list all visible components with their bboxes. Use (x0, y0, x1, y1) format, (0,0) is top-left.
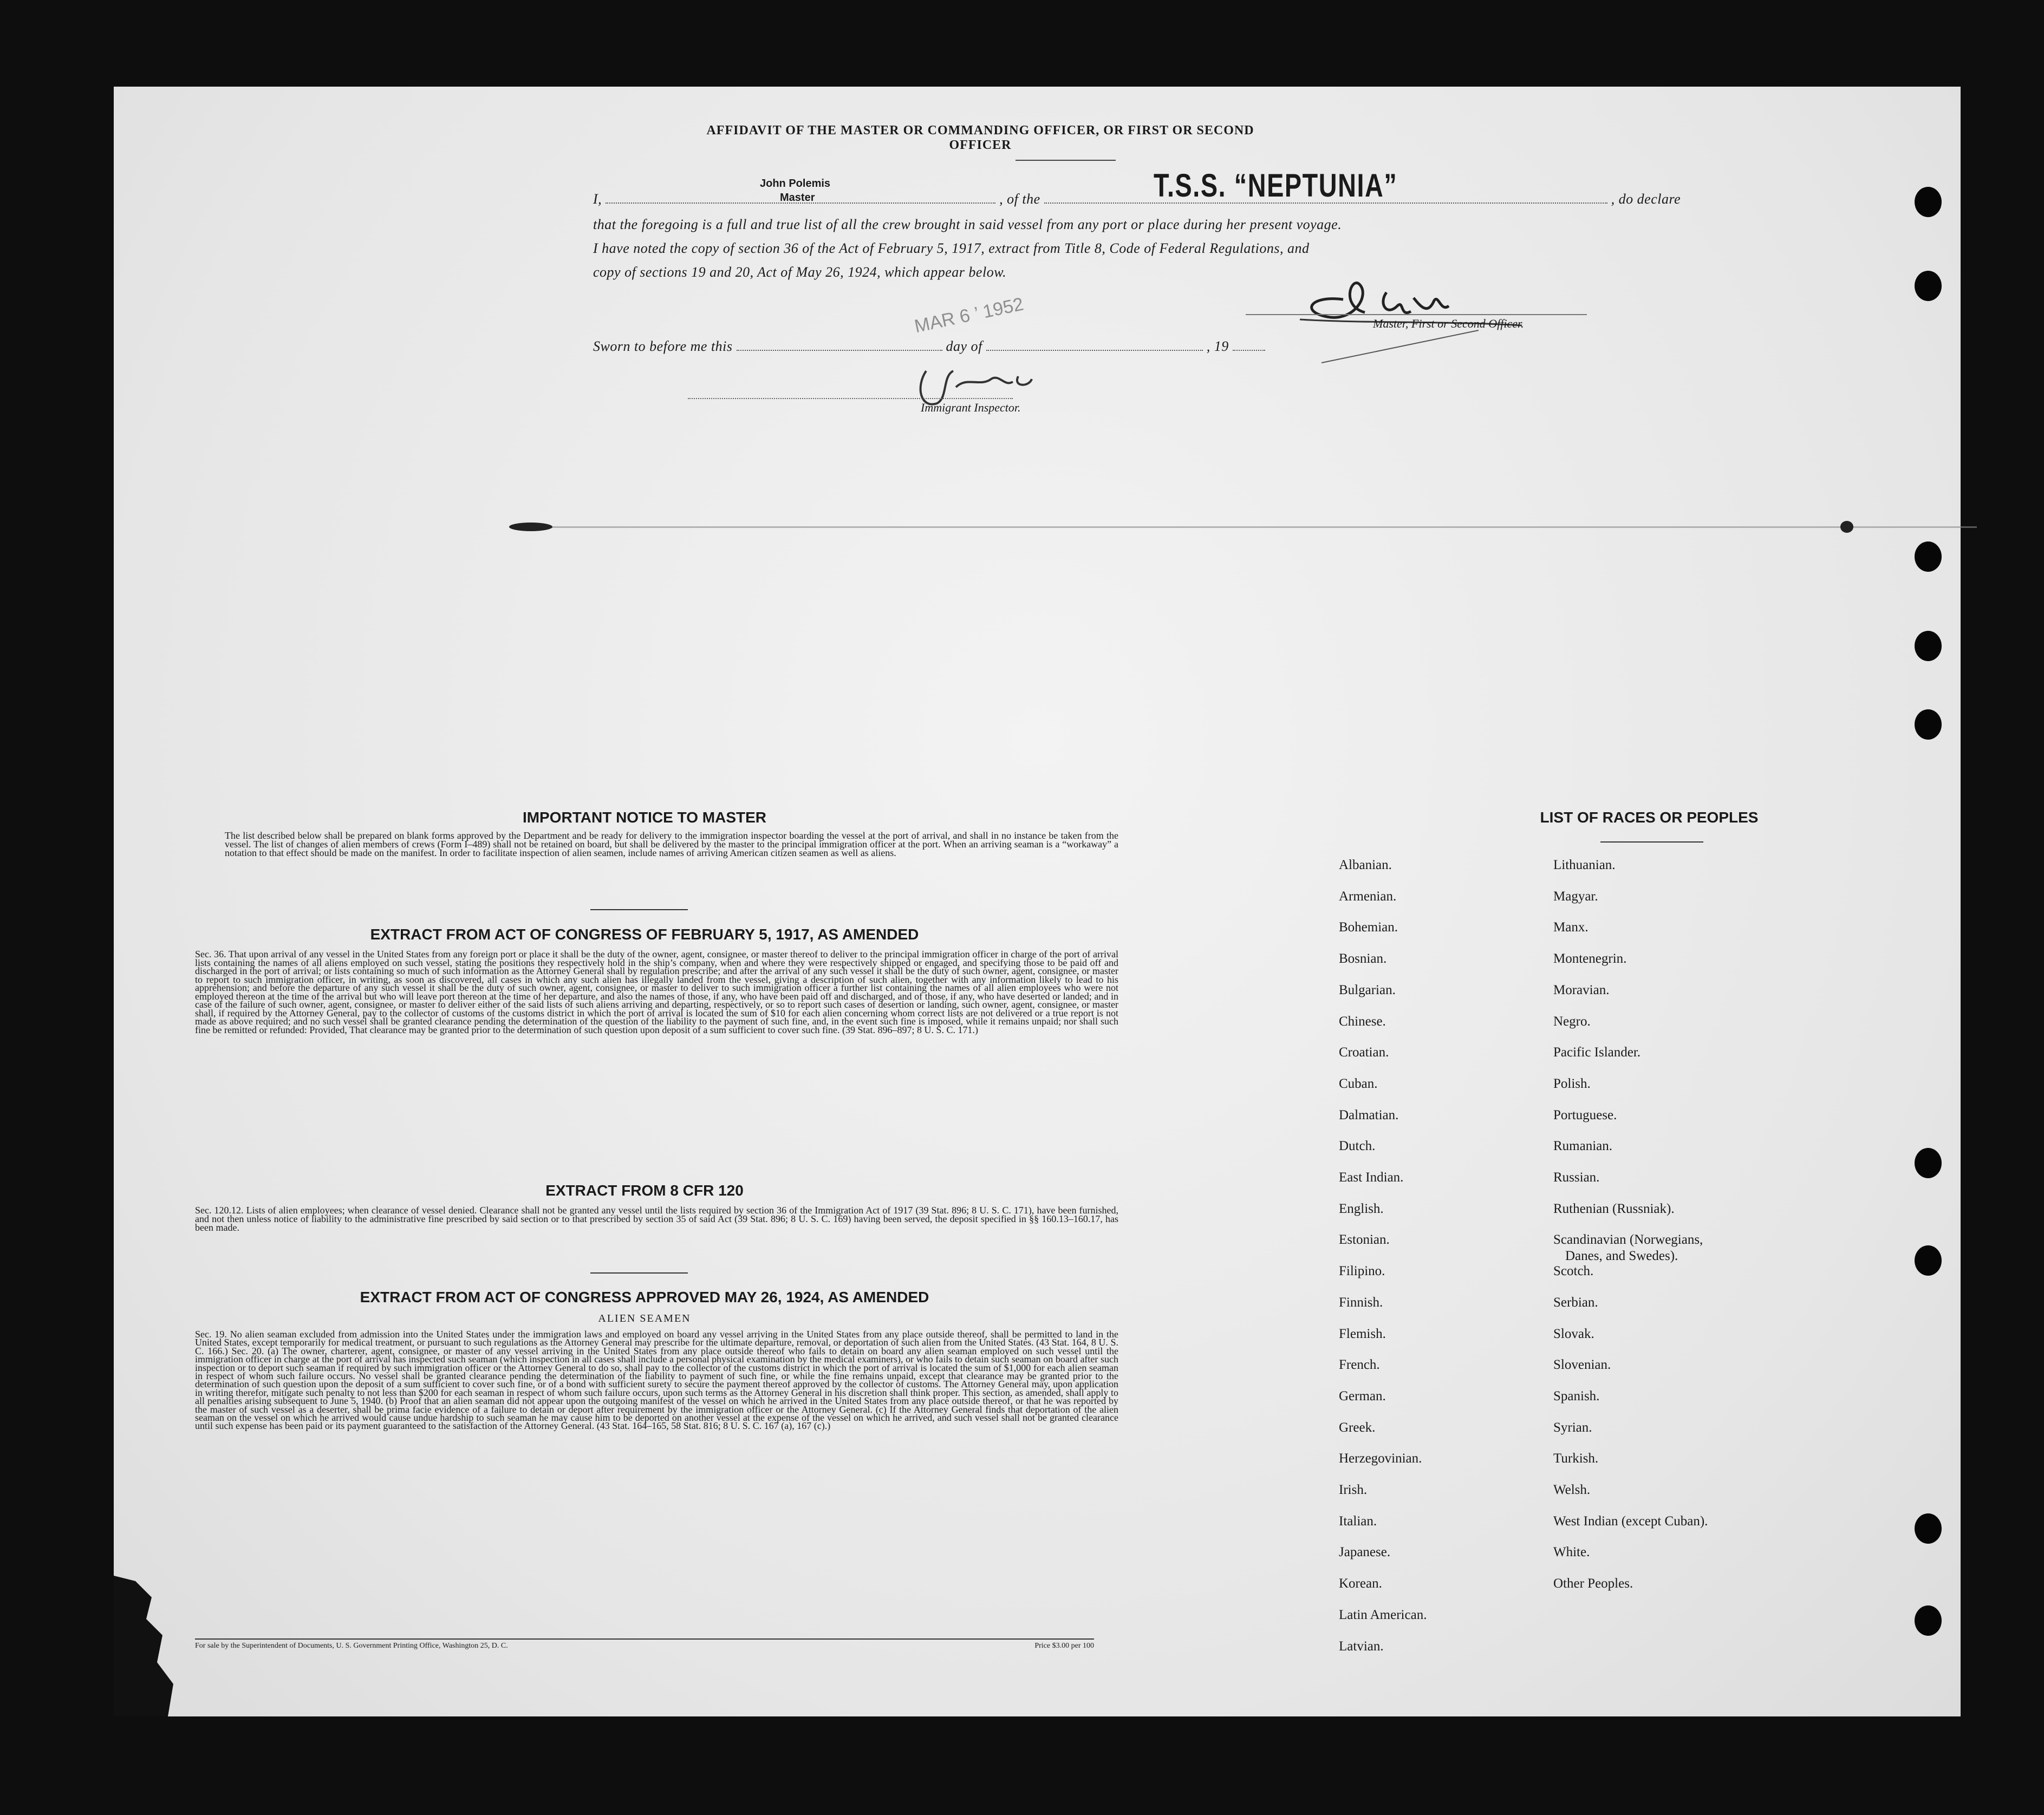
extract-cfr-title: EXTRACT FROM 8 CFR 120 (545, 1182, 744, 1199)
extract-1917-text: Sec. 36. That upon arrival of any vessel in the United States from any foreign port or place it shall be the duty of the owner, agent, consignee, or master thereof to deliver to the principal immigration officer in charge of the port of arrival lists containing the names of all aliens employed on such vessel, stating the positions they respectively hold in the ship’s company, when and where they were respectively shipped or engaged, and specifying those to be paid off and discharged in the port of arrival; or lists containing so much of such information as the Attorney General shall by regulation prescribe; and after the arrival of any such vessel it shall be the duty of such owner, agent, consignee, or master to report to such immigration officer, in writing, as soon as discovered, all cases in which any such alien has illegally landed from the vessel, giving a description of such alien, together with any information likely to lead to his apprehension; and before the departure of any such vessel it shall be the duty of such owner, agent, consignee, or master to deliver to such immigration officer a further list containing the names of all alien employees who were not employed thereon at the time of the arrival but who will leave port thereon at the time of her departure, and also the names of those, if any, who have been paid off and discharged, and of those, if any, who have deserted or landed; and in case of the failure of such owner, agent, consignee, or master to deliver either of the said lists of such aliens arriving and departing, respectively, or so to report such cases of desertion or landing, such owner, agent, consignee, or master shall, if required by the Attorney General, pay to the collector of customs of the customs district in which the port of arrival is located the sum of $10 for each alien concerning whom correct lists are not delivered or a true report is not made as above required; and no such vessel shall be granted clearance pending the determination of the question of the liability to the payment of such fine, and, in the event such fine is imposed, while it remains unpaid; nor shall such fine be remitted or refunded: Provided, That clearance may be granted prior to the determination of such question upon deposit of a sum sufficient to cover such fine. (39 Stat. 896–897; 8 U. S. C. 171.) (195, 949, 1118, 1035)
race-item: Cuban. (1339, 1076, 1378, 1091)
binder-hole (1915, 541, 1942, 572)
race-item: Croatian. (1339, 1045, 1389, 1060)
manifest-page (114, 87, 1961, 1716)
affidavit-line-1: I, , of the , do declare (593, 191, 1681, 207)
footer-right: Price $3.00 per 100 (1034, 1642, 1094, 1650)
binder-hole (1915, 187, 1942, 217)
race-item: Syrian. (1553, 1420, 1592, 1435)
master-title: Master (780, 192, 815, 204)
binder-hole (1915, 271, 1942, 301)
race-item: Latvian. (1339, 1638, 1384, 1654)
binder-hole (1915, 1605, 1942, 1636)
extract-1917-title: EXTRACT FROM ACT OF CONGRESS OF FEBRUARY 5, 1917, AS AMENDED (370, 926, 919, 943)
race-item: Other Peoples. (1553, 1576, 1633, 1591)
affidavit-line-3: I have noted the copy of section 36 of the Act of February 5, 1917, extract from Title 8, Code of Federal Regulations, and (593, 240, 1310, 256)
race-item: Spanish. (1553, 1388, 1600, 1403)
binder-hole (1915, 1148, 1942, 1178)
race-item: Montenegrin. (1553, 951, 1627, 967)
race-item: Slovak. (1553, 1326, 1594, 1341)
race-item: Bulgarian. (1339, 982, 1396, 997)
race-item: Ruthenian (Russniak). (1553, 1201, 1675, 1216)
master-name: John Polemis (760, 178, 831, 190)
affidavit-line-2: that the foregoing is a full and true list of all the crew brought in said vessel from any port or place during her present voyage. (593, 217, 1342, 232)
race-item: Bosnian. (1339, 951, 1387, 967)
race-item: Dutch. (1339, 1139, 1376, 1154)
binder-hole (1915, 709, 1942, 740)
race-item: East Indian. (1339, 1170, 1404, 1185)
binder-hole (1915, 631, 1942, 661)
race-item: Serbian. (1553, 1295, 1598, 1310)
race-item: Greek. (1339, 1420, 1376, 1435)
race-item: Dalmatian. (1339, 1107, 1399, 1122)
race-item: Russian. (1553, 1170, 1600, 1185)
race-item: Portuguese. (1553, 1107, 1617, 1122)
notice-text: The list described below shall be prepared on blank forms approved by the Department and be ready for delivery to the immigration inspector boarding the vessel at the port of arrival, and shall in no instance be taken from the vessel. The list of changes of alien members of crews (Form I–489) shall not be retained on board, but shall be delivered by the master to the principal immigration officer at the port. When an arriving seaman is a “workaway” a notation to that effect should be made on the manifest. In order to facilitate inspection of alien seamen, include names of arriving American citizen seamen as well as aliens. (225, 830, 1118, 858)
sworn-line: Sworn to before me this day of , 19 (593, 338, 1265, 355)
footer-left: For sale by the Superintendent of Documents, U. S. Government Printing Office, Washington 25, D. C. (195, 1642, 508, 1650)
affidavit-line-4: copy of sections 19 and 20, Act of May 26, 1924, which appear below. (593, 264, 1007, 280)
race-item: Turkish. (1553, 1451, 1599, 1466)
binder-hole (1915, 1245, 1942, 1276)
race-item: Pacific Islander. (1553, 1045, 1641, 1060)
race-item: Herzegovinian. (1339, 1451, 1422, 1466)
vessel-name: T.S.S. “NEPTUNIA” (1154, 167, 1398, 204)
date-stamp: MAR 6 ’ 1952 (913, 293, 1026, 337)
race-item: Danes, and Swedes). (1565, 1249, 1678, 1264)
extract-1924-text: Sec. 19. No alien seaman excluded from admission into the United States under the immigration laws and employed on board any vessel arriving in the United States from any place outside thereof, shall be permitted to land in the United States, except temporarily for medical treatment, or pursuant to such regulations as the Attorney General may prescribe for the ultimate departure, removal, or deportation of such alien from the United States. (43 Stat. 164, 8 U. S. C. 166.) Sec. 20. (a) The owner, charterer, agent, consignee, or master of any vessel arriving in the United States from any place outside thereof who fails to detain on board any alien seaman employed on such vessel until the immigration officer in charge at the port of arrival has inspected such seaman (which inspection in all cases shall include a personal physical examination by the medical examiners), or who fails to detain such seaman on board after such inspection or to deport such seaman if required by such immigration officer or the Attorney General to do so, shall pay to the collector of the customs district in which the port of arrival is located the sum of $1,000 for each alien seaman in respect of whom such failure occurs. No vessel shall be granted clearance pending the determination of the liability to payment of such fine, or while the fine remains unpaid, except that clearance may be granted prior to the determination of such question upon the deposit of a sum sufficient to cover such fine, or of a bond with sufficient surety to secure the payment thereof approved by the collector of customs. The Attorney General may, upon application in writing therefor, mitigate such penalty to not less than $200 for each seaman in respect of whom such failure occurs, upon such terms as the Attorney General in his discretion shall think proper. This section, as amended, shall apply to all penalties arising subsequent to June 5, 1940. (b) Proof that an alien seaman did not appear upon the outgoing manifest of the vessel on which he arrived in the United States from any place outside thereof, or that he was reported by the master of such vessel as a deserter, shall be prima facie evidence of a failure to detain or deport after requirement by the immigration officer or the Attorney General. (c) If the Attorney General finds that deportation of the alien seaman on the vessel on which he arrived would cause undue hardship to such seaman he may cause him to be deported on another vessel at the expense of the vessel on which he arrived, and such vessel shall not be granted clearance until such expense has been paid or its payment guaranteed to the satisfaction of the Attorney General. (43 Stat. 164–165, 58 Stat. 816; 8 U. S. C. 167 (a), 167 (c).) (195, 1329, 1118, 1432)
race-item: Magyar. (1553, 889, 1598, 904)
race-item: Japanese. (1339, 1545, 1391, 1560)
race-item: Albanian. (1339, 858, 1392, 872)
race-item: Irish. (1339, 1483, 1368, 1497)
race-item: Manx. (1553, 920, 1589, 935)
torn-corner (114, 1576, 222, 1716)
extract-1924-subtitle: ALIEN SEAMEN (598, 1313, 691, 1324)
race-item: German. (1339, 1388, 1386, 1403)
race-item: English. (1339, 1201, 1384, 1216)
race-item: Armenian. (1339, 889, 1397, 904)
footer (195, 1642, 1094, 1650)
races-title: LIST OF RACES OR PEOPLES (1540, 809, 1759, 826)
race-item: Scotch. (1553, 1264, 1594, 1279)
fold-line (515, 526, 1977, 528)
race-item: Latin American. (1339, 1607, 1427, 1622)
race-item: Italian. (1339, 1513, 1377, 1529)
race-item: Polish. (1553, 1076, 1591, 1091)
signature-label: Master, First or Second Officer. (1373, 317, 1524, 330)
race-item: Negro. (1553, 1014, 1591, 1029)
inspector-label: Immigrant Inspector. (921, 401, 1021, 414)
race-item: French. (1339, 1357, 1380, 1373)
extract-1924-title: EXTRACT FROM ACT OF CONGRESS APPROVED MAY 26, 1924, AS AMENDED (360, 1289, 929, 1305)
race-item: Chinese. (1339, 1014, 1386, 1029)
race-item: Korean. (1339, 1576, 1382, 1591)
race-item: Scandinavian (Norwegians, (1553, 1232, 1703, 1248)
race-item: Welsh. (1553, 1483, 1591, 1497)
title-divider (1016, 160, 1116, 161)
race-item: Bohemian. (1339, 920, 1398, 935)
race-item: Estonian. (1339, 1232, 1390, 1248)
race-item: Moravian. (1553, 982, 1610, 997)
affidavit-title: AFFIDAVIT OF THE MASTER OR COMMANDING OFFICER, OR FIRST OR SECOND OFFICER (706, 123, 1254, 152)
extract-cfr-text: Sec. 120.12. Lists of alien employees; when clearance of vessel denied. Clearance shall not be granted any vessel until the lists required by section 36 of the Immigration Act of 1917 (39 Stat. 896; 8 U. S. C. 171), have been furnished, and not then unless notice of liability to the administrative fine prescribed by said section or to that prescribed by section 35 of said Act (39 Stat. 896; 8 U. S. C. 169) having been served, the deposit specified in §§ 160.13–160.17, has been made. (195, 1205, 1118, 1233)
race-item: Slovenian. (1553, 1357, 1611, 1373)
race-item: Rumanian. (1553, 1139, 1613, 1154)
race-item: Flemish. (1339, 1326, 1386, 1341)
notice-title: IMPORTANT NOTICE TO MASTER (522, 809, 767, 826)
race-item: West Indian (except Cuban). (1553, 1513, 1708, 1529)
race-item: Lithuanian. (1553, 858, 1616, 872)
race-item: White. (1553, 1545, 1590, 1560)
race-item: Filipino. (1339, 1264, 1385, 1279)
race-item: Finnish. (1339, 1295, 1383, 1310)
binder-hole (1915, 1513, 1942, 1544)
